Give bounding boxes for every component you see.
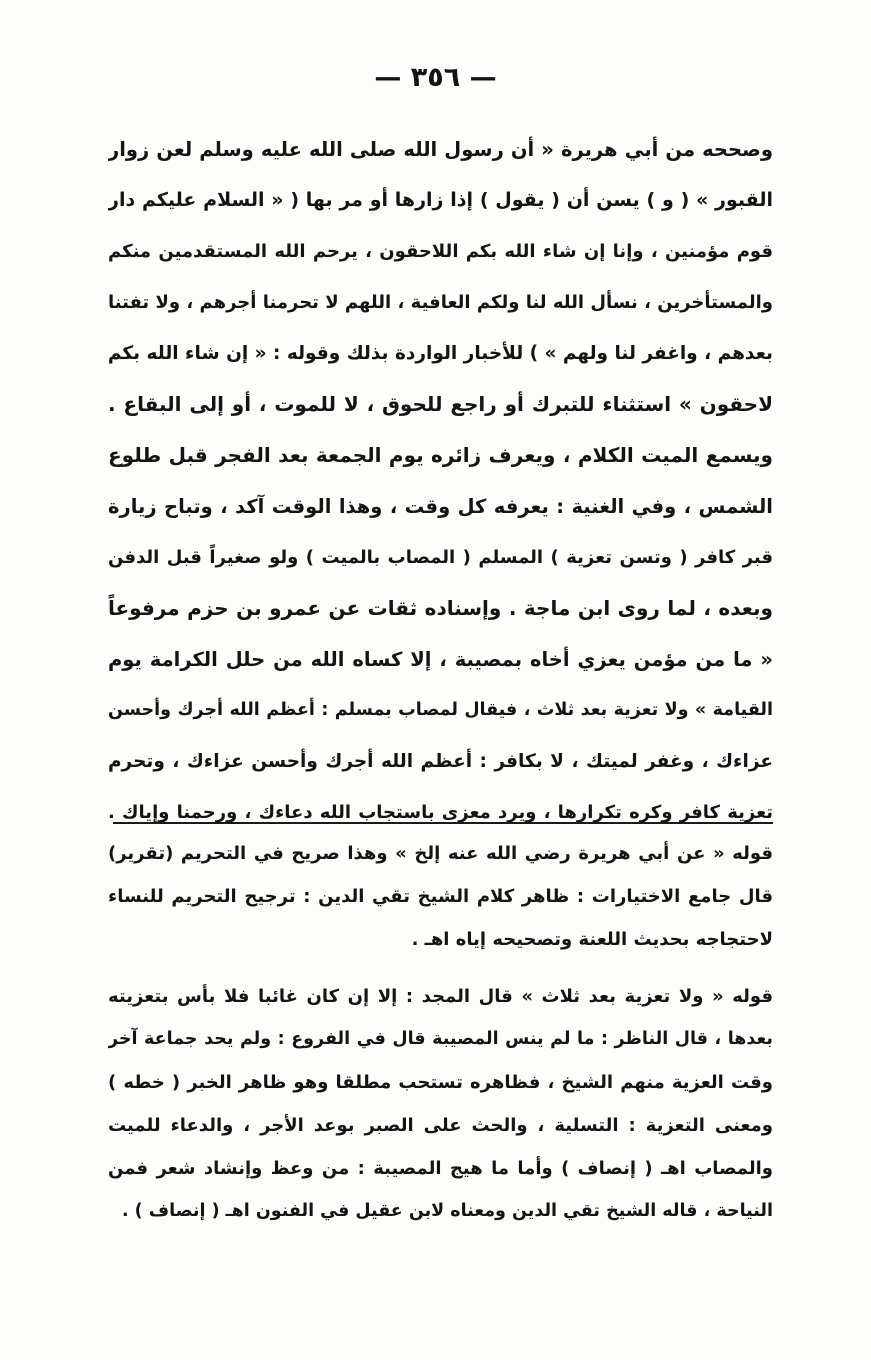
main-text-line: والمستأخرين ، نسأل الله لنا ولكم العافية ، اللهم لا تحرمنا أجرهم ، ولا تفتنا xyxy=(108,292,773,313)
footnotes xyxy=(108,832,773,1233)
page-number: — ٣٥٦ — xyxy=(374,62,497,93)
main-text-line: الشمس ، وفي الغنية : يعرفه كل وقت ، وهذا الوقت آكد ، وتباح زيارة xyxy=(108,495,773,518)
main-text-line: لاحقون » استثناء للتبرك أو راجع للحوق ، لا للموت ، أو إلى البقاع . xyxy=(108,392,773,416)
main-text-line: القيامة » ولا تعزية بعد ثلاث ، فيقال لمصاب بمسلم : أعظم الله أجرك وأحسن xyxy=(108,700,773,720)
footnote-line: والمصاب اهـ ( إنصاف ) وأما ما هيج المصيبة : من وعظ وإنشاد شعر فمن xyxy=(108,1158,773,1179)
main-text-line: تعزية كافر وكره تكرارها ، ويرد معزى باستجاب الله دعاءك ، ورحمنا وإياك . xyxy=(108,802,773,823)
main-text-line: وبعده ، لما روى ابن ماجة . وإسناده ثقات عن عمرو بن حزم مرفوعاً xyxy=(108,596,773,620)
footnote-line: النياحة ، قاله الشيخ تقي الدين ومعناه لابن عقيل في الفنون اهـ ( إنصاف ) . xyxy=(121,1201,773,1221)
main-text xyxy=(108,124,773,838)
main-text-line: القبور » ( و ) يسن أن ( يقول ) إذا زارها أو مر بها ( « السلام عليكم دار xyxy=(108,189,773,211)
footnote-line: قوله « عن أبي هريرة رضي الله عنه إلخ » وهذا صريح في التحريم (تقرير) xyxy=(108,843,773,864)
footnote-line: وقت العزية منهم الشيخ ، فظاهره تستحب مطلقا وهو ظاهر الخبر ( خطه ) xyxy=(108,1072,773,1093)
footnote-line: ومعنى التعزية : التسلية ، والحث على الصبر بوعد الأجر ، والدعاء للميت xyxy=(108,1115,773,1136)
footnote-gap xyxy=(108,961,773,975)
main-text-line: « ما من مؤمن يعزي أخاه بمصيبة ، إلا كساه الله من حلل الكرامة يوم xyxy=(108,648,773,671)
main-text-line: وصححه من أبي هريرة « أن رسول الله صلى الله عليه وسلم لعن زوار xyxy=(108,138,773,161)
main-text-line: بعدهم ، واغفر لنا ولهم » ) للأخبار الواردة بذلك وقوله : « إن شاء الله بكم xyxy=(108,343,773,364)
footnote-divider xyxy=(113,822,773,824)
main-text-line: عزاءك ، وغفر لميتك ، لا بكافر : أعظم الله أجرك وأحسن عزاءك ، وتحرم xyxy=(108,751,773,772)
footnote-line: قال جامع الاختيارات : ظاهر كلام الشيخ تقي الدين : ترجيح التحريم للنساء xyxy=(108,886,773,907)
footnote-line: لاحتجاجه بحديث اللعنة وتصحيحه إياه اهـ . xyxy=(411,929,773,950)
footnote-line: قوله « ولا تعزية بعد ثلاث » قال المجد : إلا إن كان غائبا فلا بأس بتعزيته xyxy=(108,986,773,1007)
main-text-line: قوم مؤمنين ، وإنا إن شاء الله بكم اللاحقون ، يرحم الله المستقدمين منكم xyxy=(108,241,773,262)
main-text-line: ويسمع الميت الكلام ، ويعرف زائره يوم الجمعة بعد الفجر قبل طلوع xyxy=(108,443,773,467)
footnote-2 xyxy=(108,975,773,1233)
footnote-line: بعدها ، قال الناظر : ما لم ينس المصيبة قال في الفروع : ولم يحد جماعة آخر xyxy=(108,1029,773,1049)
footnote-1 xyxy=(108,832,773,961)
main-text-line: قبر كافر ( وتسن تعزية ) المسلم ( المصاب بالميت ) ولو صغيراً قبل الدفن xyxy=(108,547,773,568)
